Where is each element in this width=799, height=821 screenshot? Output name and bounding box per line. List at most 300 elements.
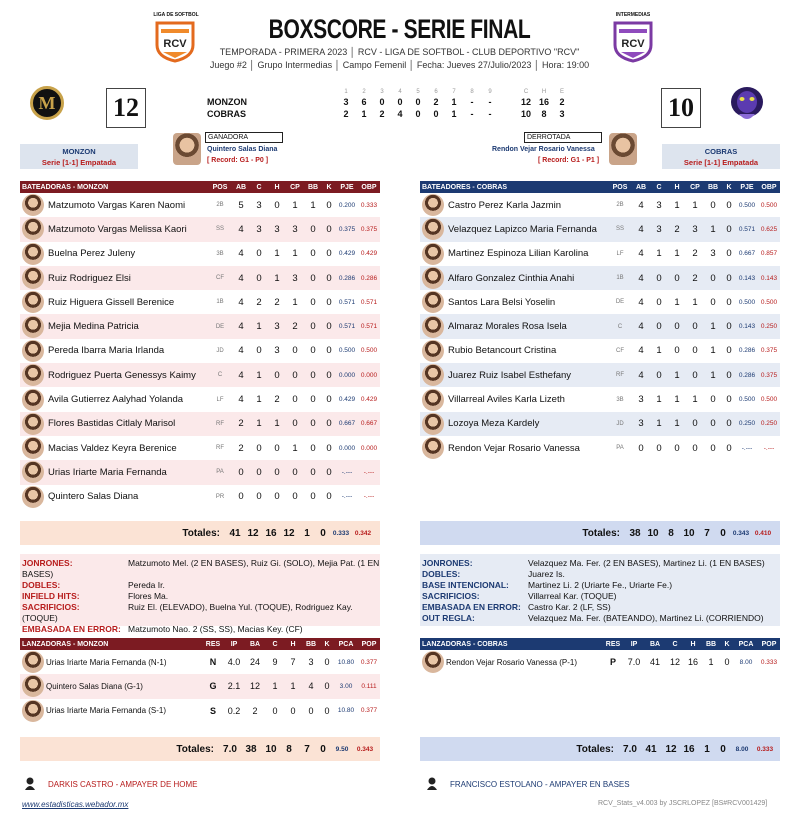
- batter-ab: 4: [238, 345, 244, 357]
- batter-row: [20, 436, 380, 460]
- batting-col-bb: BB: [704, 181, 722, 193]
- batting-title: BATEADORES - COBRAS: [420, 181, 608, 193]
- totals-k: 0: [320, 743, 326, 755]
- batter-k: 0: [726, 223, 732, 235]
- batter-h: 1: [674, 296, 680, 308]
- batter-h: 1: [674, 248, 680, 260]
- batter-k: 0: [726, 248, 732, 260]
- batter-h: 0: [274, 442, 280, 454]
- batter-obp: 0.571: [360, 323, 378, 331]
- batter-photo: [422, 413, 444, 435]
- batter-pos: RF: [216, 420, 224, 427]
- totals-h: 16: [265, 527, 277, 539]
- pitching-title: LANZADORAS - COBRAS: [420, 638, 602, 650]
- batter-photo: [422, 340, 444, 362]
- batter-bb: 1: [710, 369, 716, 381]
- cobras-pitching-section: [420, 638, 780, 674]
- linescore-team: COBRAS: [207, 109, 247, 119]
- batter-obp: 0.143: [760, 274, 778, 282]
- team-errors: 2: [559, 97, 565, 107]
- pitcher-c: 9: [272, 657, 278, 668]
- totals-k: 0: [720, 527, 726, 539]
- batter-c: 0: [656, 369, 662, 381]
- batter-pje: 0.143: [738, 274, 756, 282]
- totals-label: Totales:: [576, 743, 614, 755]
- batting-col-pje: PJE: [736, 181, 758, 193]
- batter-cp: 1: [292, 442, 298, 454]
- totals-label: Totales:: [582, 527, 620, 539]
- batter-row: [420, 339, 780, 363]
- cobras-notes: [420, 554, 780, 626]
- batter-pos: C: [617, 323, 623, 330]
- batter-row: [420, 387, 780, 411]
- batter-row: [420, 193, 780, 217]
- cobras-score: 10: [661, 88, 701, 128]
- batter-name: Martinez Espinoza Lilian Karolina: [448, 248, 589, 260]
- inning-runs: 0: [397, 97, 403, 107]
- batter-pos: 1B: [216, 299, 224, 306]
- batter-k: 0: [326, 321, 332, 333]
- pitcher-res: S: [209, 705, 216, 716]
- batter-obp: -.---: [763, 444, 775, 452]
- pitching-col-ip: IP: [624, 638, 644, 650]
- pitching-title: LANZADORAS - MONZON: [20, 638, 202, 650]
- batter-cp: 0: [692, 345, 698, 357]
- batter-cp: 1: [292, 248, 298, 260]
- batter-obp: 0.286: [360, 274, 378, 282]
- batter-cp: 3: [292, 223, 298, 235]
- batter-photo-cell: [420, 217, 446, 241]
- batter-ab: 4: [638, 296, 644, 308]
- batter-obp: 0.375: [360, 225, 378, 233]
- pitcher-pca: 10.80: [337, 707, 355, 715]
- totals-pca: 8.00: [735, 745, 749, 753]
- batter-h: 3: [274, 223, 280, 235]
- pitcher-res: G: [209, 681, 217, 692]
- note-value: Ruiz El. (ELEVADO), Buelna Yul. (TOQUE), Rodriguez Kay. (TOQUE): [22, 602, 353, 623]
- batter-pos: LF: [216, 396, 224, 403]
- winning-pitcher-label: GANADORA: [205, 132, 283, 143]
- batter-obp: -.---: [363, 468, 375, 476]
- batter-row: [20, 460, 380, 484]
- batter-obp: 0.500: [760, 396, 778, 404]
- batter-pos: PA: [216, 469, 224, 476]
- note-line: [22, 602, 380, 624]
- batting-col-h: H: [668, 181, 686, 193]
- totals-label: Totales:: [176, 743, 214, 755]
- batter-name: Quintero Salas Diana: [48, 491, 139, 503]
- pitcher-h: 0: [290, 705, 296, 716]
- batter-photo: [22, 389, 44, 411]
- batter-c: 1: [256, 369, 262, 381]
- totals-h: 8: [286, 743, 292, 755]
- batting-col-obp: OBP: [758, 181, 780, 193]
- batter-ab: 4: [638, 369, 644, 381]
- batter-pos: 3B: [216, 250, 224, 257]
- batter-row: [20, 363, 380, 387]
- batter-h: 2: [274, 296, 280, 308]
- monzon-score: 12: [106, 88, 146, 128]
- team-hits: 8: [541, 109, 547, 119]
- batter-ab: 3: [638, 394, 644, 406]
- pitching-col-k: K: [320, 638, 334, 650]
- batter-row: [20, 314, 380, 338]
- batter-row: [420, 412, 780, 436]
- batter-k: 0: [326, 369, 332, 381]
- pitcher-bb: 3: [308, 657, 314, 668]
- batting-col-bb: BB: [304, 181, 322, 193]
- left-logo-label: LIGA DE SOFTBOL: [153, 12, 199, 18]
- pitcher-row: [20, 699, 380, 723]
- batter-name: Lozoya Meza Kardely: [448, 418, 540, 430]
- batter-photo-cell: [420, 363, 446, 387]
- batter-pje: 0.250: [738, 420, 756, 428]
- right-logo-label: INTERMEDIAS: [615, 12, 651, 18]
- batting-col-pje: PJE: [336, 181, 358, 193]
- batter-photo-cell: [20, 387, 46, 411]
- umpire-icon: [426, 777, 438, 790]
- batting-col-c: C: [650, 181, 668, 193]
- batter-obp: 0.429: [360, 250, 378, 258]
- batter-cp: 3: [292, 272, 298, 284]
- pitcher-pop: 0.377: [360, 707, 378, 715]
- batter-c: 1: [656, 394, 662, 406]
- batter-photo-cell: [20, 460, 46, 484]
- batter-name: Velazquez Lapizco Maria Fernanda: [448, 223, 597, 235]
- batter-ab: 4: [238, 369, 244, 381]
- pitcher-pop: 0.377: [360, 658, 378, 666]
- totals-pop: 0.333: [756, 745, 774, 753]
- inning-runs: 2: [433, 97, 439, 107]
- batter-bb: 0: [310, 321, 316, 333]
- batter-row: [20, 242, 380, 266]
- pitcher-c: 0: [272, 705, 278, 716]
- batter-photo: [422, 218, 444, 240]
- batter-c: 0: [256, 345, 262, 357]
- totals-pje: 0.333: [332, 529, 350, 537]
- batter-pje: 0.500: [738, 298, 756, 306]
- batter-pos: C: [217, 372, 223, 379]
- pitcher-pca: 8.00: [739, 658, 753, 666]
- batter-photo-cell: [20, 266, 46, 290]
- monzon-batting-section: [20, 181, 380, 509]
- note-value: Juarez Is.: [528, 569, 565, 579]
- batter-k: 0: [326, 418, 332, 430]
- inning-number: 5: [416, 88, 420, 95]
- batter-ab: 4: [238, 248, 244, 260]
- linescore-row: [207, 108, 571, 120]
- batter-row: [20, 217, 380, 241]
- batter-bb: 0: [310, 466, 316, 478]
- pitcher-bb: 4: [308, 681, 314, 692]
- batter-h: 1: [674, 394, 680, 406]
- inning-runs: 1: [451, 97, 457, 107]
- batter-bb: 0: [310, 223, 316, 235]
- pitcher-k: 0: [324, 705, 330, 716]
- batter-pos: CF: [216, 275, 224, 282]
- batter-name: Buelna Perez Juleny: [48, 248, 136, 260]
- batter-obp: 0.250: [760, 323, 778, 331]
- pitcher-name: Quintero Salas Diana (G-1): [46, 681, 143, 691]
- batter-cp: 1: [292, 296, 298, 308]
- batter-cp: 0: [692, 321, 698, 333]
- inning-runs: 6: [361, 97, 367, 107]
- totals-cp: 10: [683, 527, 695, 539]
- batter-row: [420, 242, 780, 266]
- batter-photo: [22, 437, 44, 459]
- batter-photo-cell: [420, 193, 446, 217]
- batter-pos: SS: [615, 226, 624, 233]
- batter-cp: 2: [292, 321, 298, 333]
- batter-c: 1: [656, 418, 662, 430]
- batter-k: 0: [326, 466, 332, 478]
- batter-bb: 0: [310, 394, 316, 406]
- pitching-col-c: C: [266, 638, 284, 650]
- monzon-batting-totals: [20, 521, 380, 545]
- batter-pos: DE: [215, 323, 225, 330]
- batter-c: 3: [656, 199, 662, 211]
- pitching-col-h: H: [684, 638, 702, 650]
- batter-c: 1: [256, 394, 262, 406]
- pitcher-bb: 1: [708, 657, 714, 668]
- batter-name: Avila Gutierrez Aalyhad Yolanda: [48, 394, 184, 406]
- batter-h: 0: [274, 466, 280, 478]
- totals-ip: 7.0: [623, 743, 637, 755]
- batting-col-h: H: [268, 181, 286, 193]
- totals-bb: 7: [704, 527, 710, 539]
- pitcher-k: 0: [324, 657, 330, 668]
- batter-pje: 0.571: [738, 225, 756, 233]
- batter-photo-cell: [420, 266, 446, 290]
- inning-number: 9: [488, 88, 492, 95]
- pitching-col-bb: BB: [702, 638, 720, 650]
- batter-pje: 0.500: [738, 201, 756, 209]
- batter-cp: 1: [692, 199, 698, 211]
- batter-photo: [22, 218, 44, 240]
- batting-col-pos: POS: [608, 181, 632, 193]
- batter-pje: -.---: [741, 444, 753, 452]
- monzon-logo: [30, 86, 64, 120]
- totals-pje: 0.343: [732, 529, 750, 537]
- batter-h: 3: [274, 345, 280, 357]
- batter-photo-cell: [420, 387, 446, 411]
- note-key: DOBLES:: [22, 580, 61, 590]
- batter-c: 1: [656, 248, 662, 260]
- umpire-icon: [24, 777, 36, 790]
- batter-ab: 4: [638, 345, 644, 357]
- pitching-col-bb: BB: [302, 638, 320, 650]
- batter-bb: 0: [310, 272, 316, 284]
- totals-label: Totales:: [182, 527, 220, 539]
- monzon-batting-table: [20, 181, 380, 509]
- cobras-series-status: Serie [1-1] Empatada: [683, 158, 759, 167]
- batter-name: Juarez Ruiz Isabel Esthefany: [448, 369, 572, 381]
- batter-photo-cell: [20, 485, 46, 509]
- totals-ab: 41: [229, 527, 241, 539]
- pitcher-ip: 4.0: [227, 657, 241, 668]
- batter-ab: 2: [238, 442, 244, 454]
- batter-photo: [22, 413, 44, 435]
- totals-bb: 7: [304, 743, 310, 755]
- pitcher-pop: 0.111: [361, 682, 377, 690]
- batter-ab: 3: [638, 418, 644, 430]
- monzon-series-status: Serie [1-1] Empatada: [41, 158, 117, 167]
- batter-pos: PR: [215, 493, 225, 500]
- batter-pos: DE: [615, 299, 625, 306]
- batter-h: 0: [274, 491, 280, 503]
- batter-k: 0: [326, 345, 332, 357]
- pitching-col-ba: BA: [244, 638, 266, 650]
- totals-cp: 12: [283, 527, 295, 539]
- batter-ab: 4: [638, 223, 644, 235]
- inning-number: 4: [398, 88, 402, 95]
- batter-h: 1: [274, 272, 280, 284]
- batter-cp: 2: [692, 248, 698, 260]
- pitcher-h: 16: [687, 657, 698, 668]
- cobras-pitching-totals: [420, 737, 780, 761]
- batter-k: 0: [326, 223, 332, 235]
- note-value: Villarreal Kar. (TOQUE): [528, 591, 617, 601]
- batter-obp: 0.375: [760, 347, 778, 355]
- batter-ab: 0: [238, 491, 244, 503]
- inning-runs: 0: [433, 109, 439, 119]
- batter-k: 0: [726, 345, 732, 357]
- batter-ab: 4: [238, 272, 244, 284]
- pitcher-ip: 7.0: [627, 657, 641, 668]
- pitcher-photo: [422, 651, 444, 673]
- batter-pje: 0.286: [738, 371, 756, 379]
- batter-pje: 0.200: [338, 201, 356, 209]
- totals-k: 0: [320, 527, 326, 539]
- totals-c: 12: [665, 743, 677, 755]
- pitcher-row: [20, 674, 380, 698]
- batter-h: 2: [274, 394, 280, 406]
- cobras-batting-totals: [420, 521, 780, 545]
- batter-row: [20, 290, 380, 314]
- totals-ab: 38: [629, 527, 641, 539]
- batter-row: [20, 339, 380, 363]
- batter-k: 0: [326, 491, 332, 503]
- batter-k: 0: [726, 272, 732, 284]
- inning-runs: 3: [343, 97, 349, 107]
- totals-ip: 7.0: [223, 743, 237, 755]
- batter-bb: 0: [310, 296, 316, 308]
- batting-col-k: K: [722, 181, 736, 193]
- ln-head-e: E: [559, 88, 564, 95]
- batter-pos: RF: [616, 372, 624, 379]
- batter-row: [20, 266, 380, 290]
- totals-c: 10: [265, 743, 277, 755]
- pitching-col-h: H: [284, 638, 302, 650]
- batter-k: 0: [726, 418, 732, 430]
- batter-h: 1: [674, 199, 680, 211]
- batter-photo: [22, 243, 44, 265]
- pitching-col-ip: IP: [224, 638, 244, 650]
- monzon-pitching-totals: [20, 737, 380, 761]
- batter-photo-cell: [20, 314, 46, 338]
- monzon-pitching-table: [20, 638, 380, 723]
- batter-ab: 2: [238, 418, 244, 430]
- batter-pje: 0.500: [738, 396, 756, 404]
- batter-c: 1: [256, 321, 262, 333]
- batter-pje: 0.500: [338, 347, 356, 355]
- batting-col-cp: CP: [286, 181, 304, 193]
- bases-umpire: FRANCISCO ESTOLANO - AMPAYER EN BASES: [450, 780, 630, 789]
- pitcher-ip: 2.1: [227, 681, 241, 692]
- inning-number: 1: [344, 88, 348, 95]
- batter-h: 0: [674, 442, 680, 454]
- batter-photo: [22, 267, 44, 289]
- batter-obp: 0.571: [360, 298, 378, 306]
- batter-photo: [422, 291, 444, 313]
- batter-c: 2: [256, 296, 262, 308]
- batter-name: Ruiz Rodriguez Elsi: [48, 272, 131, 284]
- monzon-notes: [20, 554, 380, 634]
- batter-pos: JD: [216, 347, 224, 354]
- batter-pos: 2B: [616, 202, 624, 209]
- batter-pos: 2B: [216, 202, 224, 209]
- batter-bb: 0: [710, 394, 716, 406]
- note-value: Flores Ma.: [128, 591, 169, 601]
- pitcher-photo: [22, 675, 44, 697]
- header-subtitle-2: Juego #2 │ Grupo Intermedias │ Campo Femenil │ Fecha: Jueves 27/Julio/2023 │ Hora: 19:00: [209, 60, 590, 70]
- note-key: JONRONES:: [22, 558, 73, 568]
- pitcher-row: [420, 650, 780, 674]
- batter-name: Urias Iriarte Maria Fernanda: [48, 466, 167, 478]
- batter-bb: 0: [310, 248, 316, 260]
- note-key: INFIELD HITS:: [22, 591, 80, 601]
- totals-obp: 0.342: [354, 529, 372, 537]
- batter-name: Alfaro Gonzalez Cinthia Anahi: [448, 272, 575, 284]
- inning-runs: 1: [361, 109, 367, 119]
- pitching-col-c: C: [666, 638, 684, 650]
- batter-h: 0: [674, 345, 680, 357]
- batter-k: 0: [726, 199, 732, 211]
- monzon-team-box: [20, 144, 138, 169]
- batter-photo: [22, 364, 44, 386]
- note-line: [22, 624, 380, 635]
- batter-photo-cell: [420, 339, 446, 363]
- inning-number: 2: [362, 88, 366, 95]
- batter-obp: 0.375: [760, 371, 778, 379]
- batter-photo-cell: [20, 436, 46, 460]
- inning-runs: 4: [397, 109, 403, 119]
- website-link[interactable]: www.estadisticas.webador.mx: [22, 800, 129, 809]
- batter-cp: 0: [292, 369, 298, 381]
- batter-obp: 0.000: [360, 371, 378, 379]
- batter-ab: 4: [638, 272, 644, 284]
- batter-cp: 0: [692, 369, 698, 381]
- batter-h: 0: [274, 199, 280, 211]
- batter-pje: 0.571: [338, 298, 356, 306]
- batter-obp: 0.500: [360, 347, 378, 355]
- pitcher-c: 1: [272, 681, 278, 692]
- batter-row: [420, 266, 780, 290]
- inning-runs: 1: [451, 109, 457, 119]
- note-key: EMBASADA EN ERROR:: [422, 602, 521, 612]
- batter-pos: CF: [616, 347, 624, 354]
- batter-photo-cell: [20, 242, 46, 266]
- batter-k: 0: [326, 394, 332, 406]
- note-line: [422, 580, 780, 591]
- batter-h: 0: [674, 272, 680, 284]
- batter-c: 0: [656, 272, 662, 284]
- batter-row: [20, 412, 380, 436]
- note-value: Matzumoto Nao. 2 (SS, SS), Macias Key. (CF): [128, 624, 303, 634]
- winning-pitcher-photo: [173, 133, 201, 165]
- pitching-col-res: RES: [602, 638, 624, 650]
- winning-pitcher-record: [ Record: G1 - P0 ]: [207, 157, 269, 164]
